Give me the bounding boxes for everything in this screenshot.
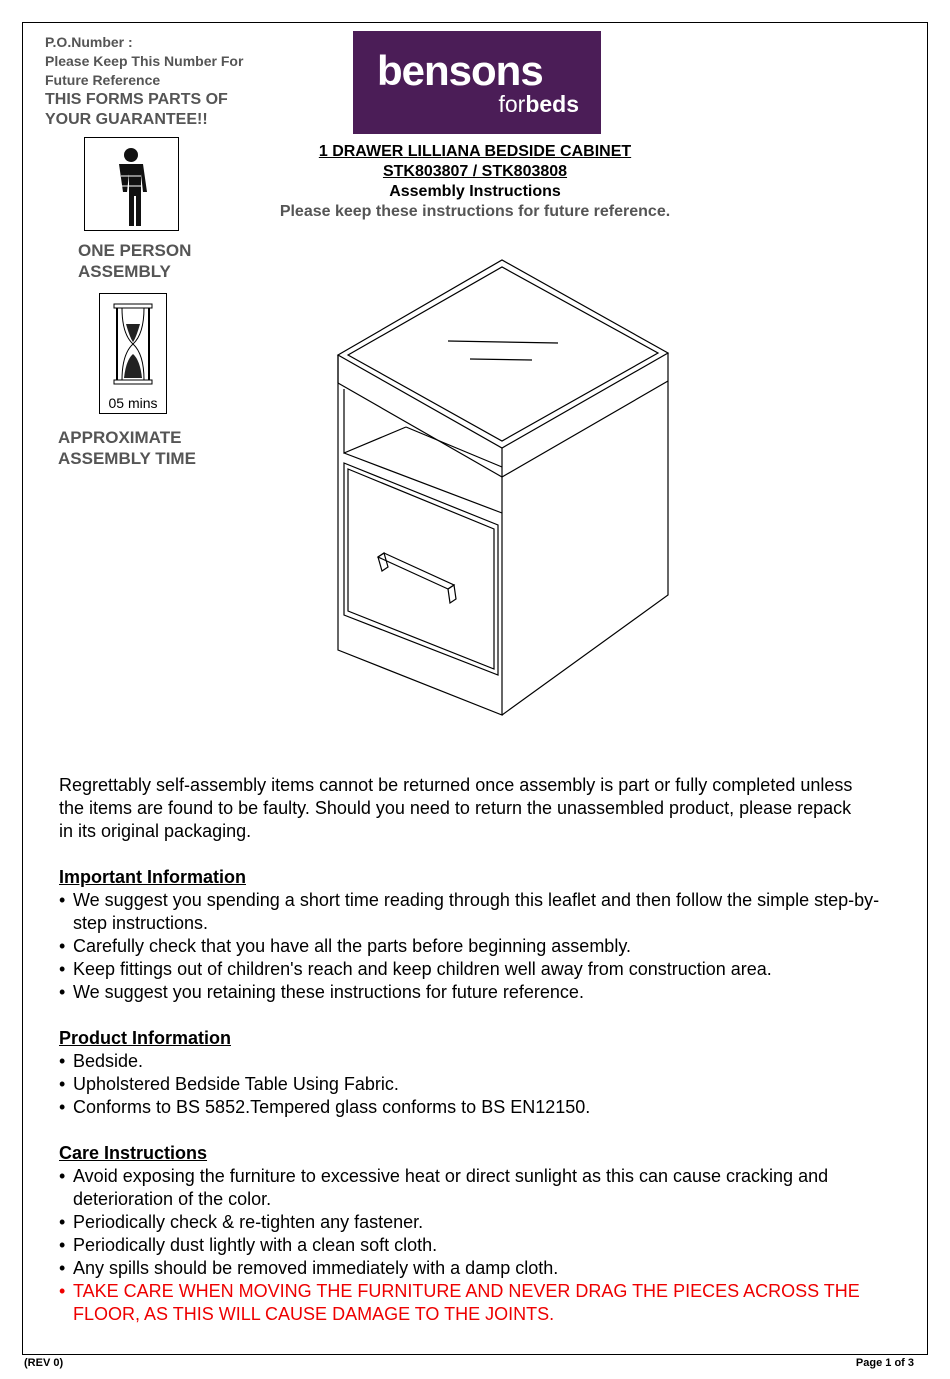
moving-warning: • TAKE CARE WHEN MOVING THE FURNITURE AND NEVER DRAG THE PIECES ACROSS THE FLOOR, AS THIS WILL CAUSE DAMAGE TO THE JOINTS. [59,1280,909,1326]
list-item: • Bedside. [59,1050,909,1073]
hourglass-icon [99,293,167,414]
one-person-caption-line1: ONE PERSON [78,241,192,260]
list-item: • Carefully check that you have all the parts before beginning assembly. [59,935,909,958]
guarantee-line-1: THIS FORMS PARTS OF [45,91,228,108]
care-instructions-list [59,1165,909,1326]
returns-policy-text: Regrettably self-assembly items cannot be returned once assembly is part or fully completed unless the items are found to be faulty. Should you need to return the unassembled product, please repack in its original packaging. [59,775,853,841]
assembly-instructions-title: Assembly Instructions [389,183,561,200]
logo-tag-for: for [498,91,526,117]
logo-tagline [498,91,579,117]
list-item: • Upholstered Bedside Table Using Fabric. [59,1073,909,1096]
po-keep-note: Please Keep This Number For [45,53,244,69]
list-item: • Conforms to BS 5852.Tempered glass conforms to BS EN12150. [59,1096,909,1119]
page-number: Page 1 of 3 [855,1357,914,1369]
logo-wordmark: bensons [377,47,543,94]
product-title: 1 DRAWER LILLIANA BEDSIDE CABINET [318,143,632,160]
bedside-cabinet-illustration [330,255,680,720]
list-item: • Keep fittings out of children's reach and keep children well away from construction area. [59,958,909,981]
assembly-time-caption-line1: APPROXIMATE [58,428,182,447]
important-information-list [59,889,909,1004]
one-person-caption-line2: ASSEMBLY [78,262,171,281]
product-codes: STK803807 / STK803808 [382,163,568,180]
list-item: • Avoid exposing the furniture to excessive heat or direct sunlight as this can cause cracking and deterioration of the color. [59,1165,909,1211]
product-information-list [59,1050,909,1119]
one-person-caption [78,240,191,282]
care-instructions-heading: Care Instructions [59,1143,208,1163]
assembly-time-caption-line2: ASSEMBLY TIME [58,449,196,468]
list-item: • We suggest you retaining these instructions for future reference. [59,981,909,1004]
logo-tag-beds: beds [525,91,579,117]
po-number-block [45,33,243,130]
title-block [240,142,710,222]
product-information-heading: Product Information [59,1028,231,1048]
assembly-time-caption [58,427,196,469]
one-person-icon [84,137,179,231]
list-item: • Any spills should be removed immediately with a damp cloth. [59,1257,909,1280]
list-item: • Periodically check & re-tighten any fastener. [59,1211,909,1234]
assembly-time-label: 05 mins [108,395,158,411]
list-item: • We suggest you spending a short time reading through this leaflet and then follow the simple step-by-step instructions. [59,889,909,935]
revision-label: (REV 0) [24,1357,64,1369]
bensons-logo [353,31,601,134]
po-number-label: P.O.Number : [45,34,133,50]
important-information-heading: Important Information [59,867,246,887]
list-item: • Periodically dust lightly with a clean soft cloth. [59,1234,909,1257]
keep-instructions-note: Please keep these instructions for future reference. [279,203,671,220]
po-future-reference: Future Reference [45,72,161,88]
guarantee-line-2: YOUR GUARANTEE!! [45,111,208,128]
information-text [59,774,909,1326]
